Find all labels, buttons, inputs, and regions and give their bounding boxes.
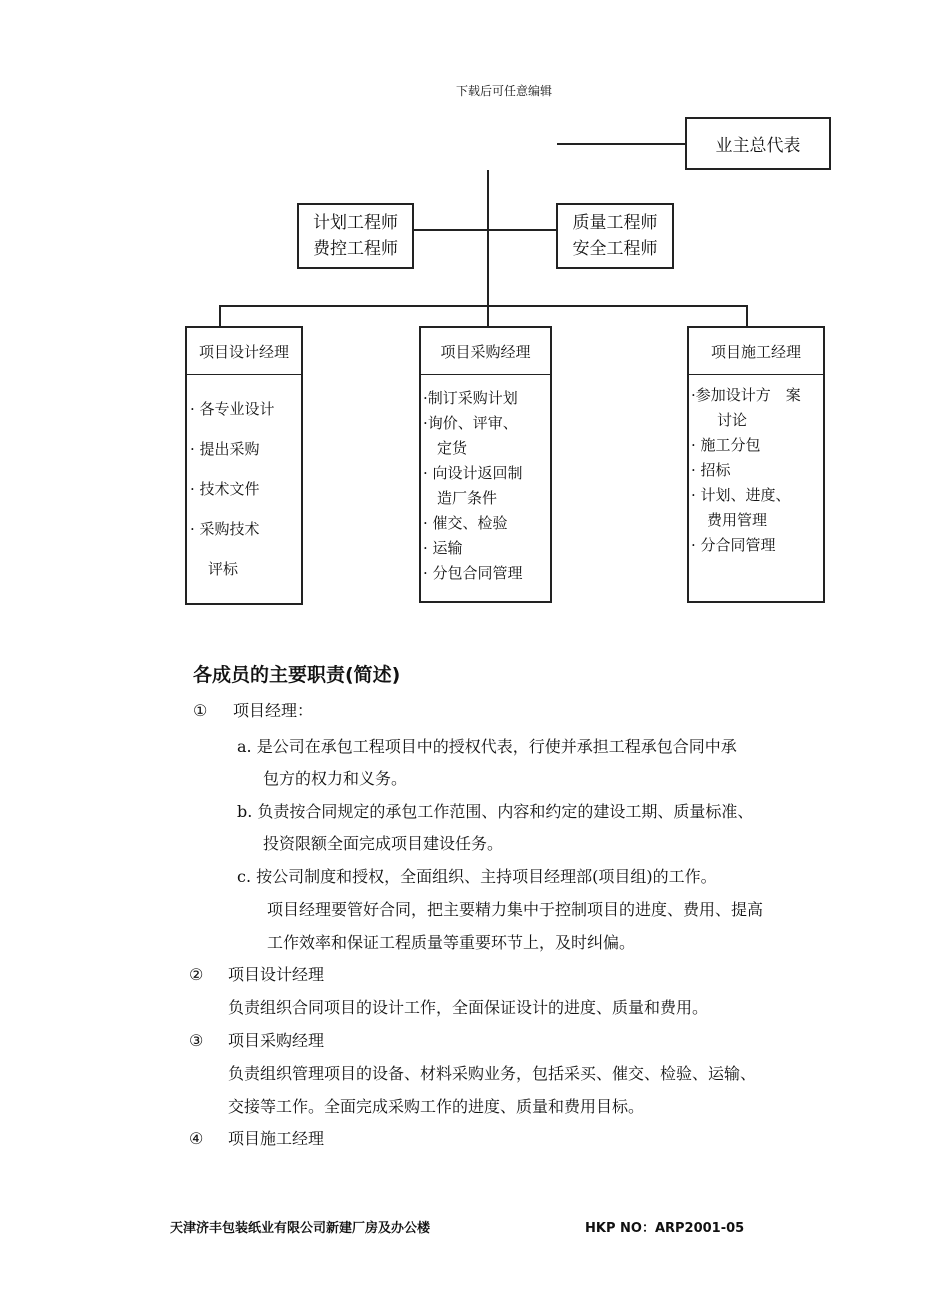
item1-label: 项目经理： [233,701,314,720]
owner-representative-box [685,117,831,170]
cost-engineer-label: 费控工程师 [313,239,398,259]
header-note: 下载后可任意编辑 [455,84,552,98]
list-item: · 提出采购 [190,440,260,458]
list-item: · 催交、检验 [423,514,508,532]
safety-engineer-label: 安全工程师 [572,239,658,259]
list-item: ·制订采购计划 [423,389,518,407]
owner-representative-label: 业主总代表 [715,136,801,156]
list-item: ·询价、评审、 [423,414,518,432]
connector-left-drop [219,305,221,327]
footer-document-number: HKP NO：ARP2001-05 [585,1221,745,1236]
list-item: 评标 [208,560,239,578]
list-item: · 分合同管理 [691,536,776,554]
list-item: · 运输 [423,539,463,557]
item3-text: 负责组织管理项目的设备、材料采购业务，包括采买、催交、检验、运输、 [228,1064,757,1083]
procurement-manager-title: 项目采购经理 [421,328,550,375]
item1-a: a. 是公司在承包工程项目中的授权代表，行使并承担工程承包合同中承 [237,737,737,756]
item2-text: 负责组织合同项目的设计工作，全面保证设计的进度、质量和费用。 [228,998,709,1017]
item1-a-cont: 包方的权力和义务。 [263,769,408,788]
item2-number: ② [189,965,204,984]
item1-c-cont: 项目经理要管好合同，把主要精力集中于控制项目的进度、费用、提高 [267,900,764,919]
list-item: · 分包合同管理 [423,564,523,582]
construction-manager-title: 项目施工经理 [689,328,823,375]
procurement-manager-box [419,326,552,603]
list-item: 定货 [437,439,468,457]
section-title: 各成员的主要职责(简述) [193,664,401,686]
construction-manager-box [687,326,825,603]
footer-company: 天津济丰包装纸业有限公司新建厂房及办公楼 [170,1221,431,1236]
design-manager-title: 项目设计经理 [187,328,301,375]
list-item: 造厂条件 [437,489,498,507]
item1-c: c. 按公司制度和授权，全面组织、主持项目经理部(项目组)的工作。 [237,867,717,886]
connector-middle-horizontal [413,229,558,231]
list-item: · 技术文件 [190,480,260,498]
design-manager-box [185,326,303,605]
connector-bottom-horizontal [220,305,748,307]
item3-number: ③ [189,1031,204,1050]
item4-number: ④ [189,1129,204,1148]
item3-label: 项目采购经理 [228,1031,325,1050]
planning-engineer-label: 计划工程师 [313,213,398,233]
item4-label: 项目施工经理 [228,1129,325,1148]
list-item: · 采购技术 [190,520,260,538]
item1-c-cont2: 工作效率和保证工程质量等重要环节上，及时纠偏。 [267,933,636,952]
list-item: 讨论 [717,411,748,429]
item1-number: ① [193,701,208,720]
connector-top-horizontal [557,143,686,145]
quality-engineer-label: 质量工程师 [572,213,658,233]
list-item: 费用管理 [707,511,768,529]
connector-right-drop [746,305,748,327]
list-item: · 招标 [691,461,731,479]
connector-main-vertical [487,170,489,327]
list-item: · 向设计返回制 [423,464,523,482]
item2-label: 项目设计经理 [228,965,325,984]
list-item: · 施工分包 [691,436,761,454]
planning-cost-engineer-box [297,203,414,269]
item1-b-cont: 投资限额全面完成项目建设任务。 [263,834,504,853]
list-item: ·参加设计方 案 [691,386,801,404]
quality-safety-engineer-box [556,203,674,269]
list-item: · 计划、进度、 [691,486,791,504]
item1-b: b. 负责按合同规定的承包工作范围、内容和约定的建设工期、质量标准、 [237,802,754,821]
item3-text-cont: 交接等工作。全面完成采购工作的进度、质量和费用目标。 [228,1097,645,1116]
list-item: · 各专业设计 [190,400,275,418]
